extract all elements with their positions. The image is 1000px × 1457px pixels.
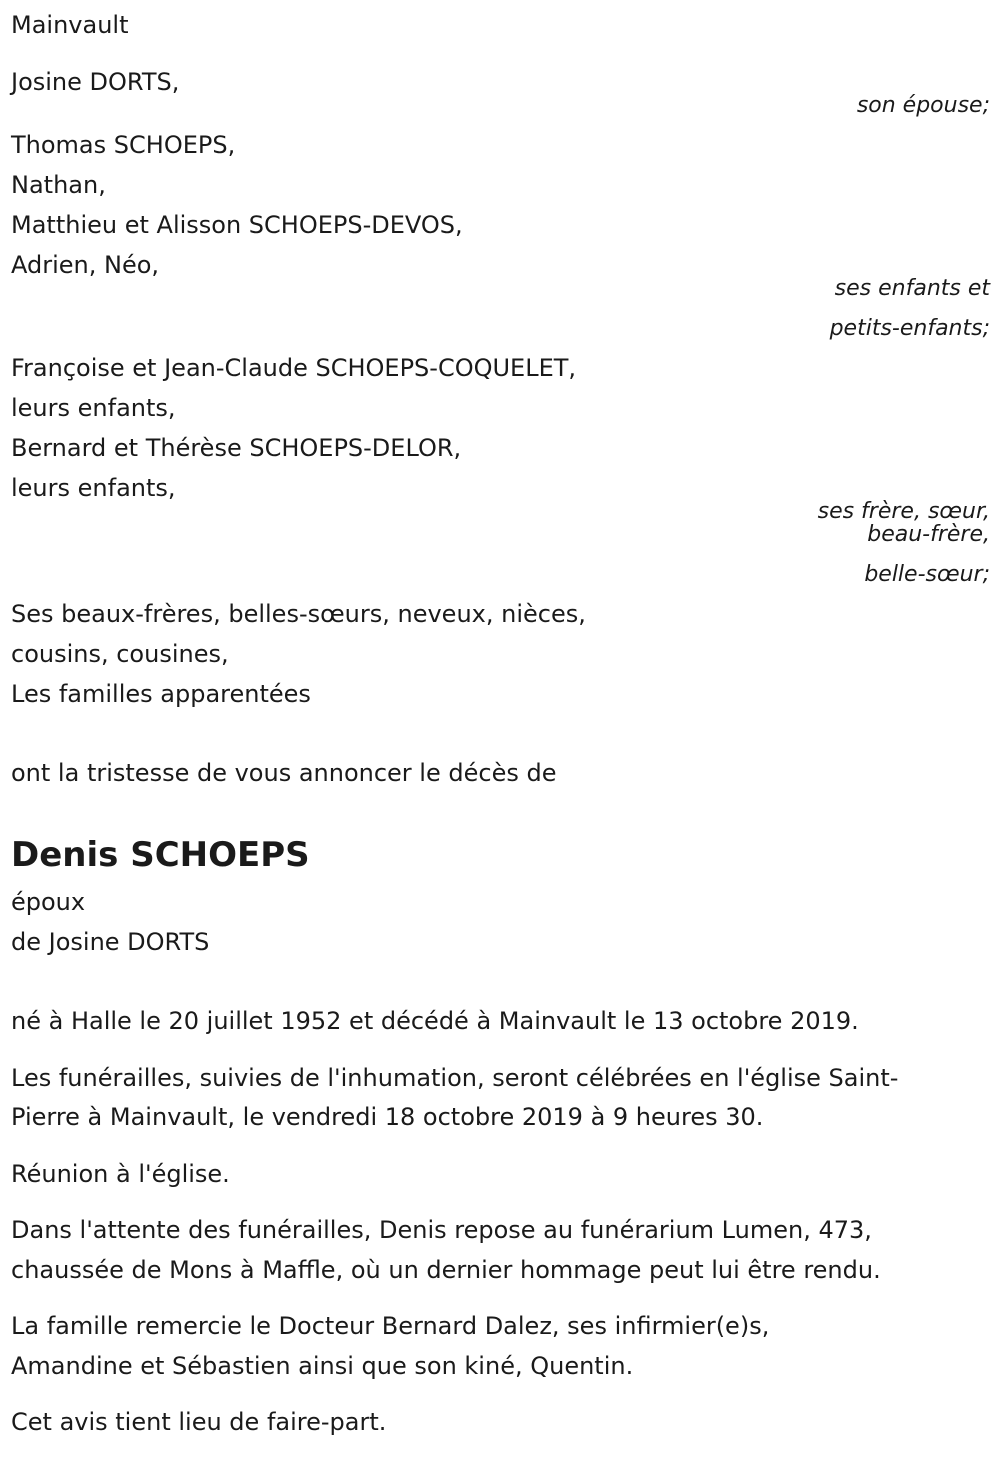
- place-header: Mainvault: [11, 11, 129, 39]
- family-line: Les familles apparentées: [11, 680, 311, 708]
- relation-label: son épouse;: [856, 93, 990, 118]
- deceased-spouse: de Josine DORTS: [11, 928, 210, 956]
- family-line: Françoise et Jean-Claude SCHOEPS-COQUELET,: [11, 354, 577, 382]
- relation-label: ses frère, sœur,: [817, 499, 990, 524]
- family-line: leurs enfants,: [11, 474, 176, 502]
- funerarium-paragraph: Dans l'attente des funérailles, Denis repose au funérarium Lumen, 473,: [11, 1216, 872, 1244]
- notice-paragraph: Cet avis tient lieu de faire-part.: [11, 1408, 387, 1436]
- funeral-paragraph: Pierre à Mainvault, le vendredi 18 octobre 2019 à 9 heures 30.: [11, 1103, 764, 1131]
- family-line: Bernard et Thérèse SCHOEPS-DELOR,: [11, 434, 462, 462]
- family-line: Ses beaux-frères, belles-sœurs, neveux, nièces,: [11, 600, 586, 628]
- thanks-paragraph: Amandine et Sébastien ainsi que son kiné, Quentin.: [11, 1352, 634, 1380]
- funeral-paragraph: Les funérailles, suivies de l'inhumation, seront célébrées en l'église Saint-: [11, 1064, 899, 1092]
- birth-death-paragraph: né à Halle le 20 juillet 1952 et décédé à Mainvault le 13 octobre 2019.: [11, 1007, 859, 1035]
- meeting-paragraph: Réunion à l'église.: [11, 1160, 230, 1188]
- deceased-name: Denis SCHOEPS: [11, 835, 310, 875]
- announcement: ont la tristesse de vous annoncer le décès de: [11, 759, 557, 787]
- family-line: Matthieu et Alisson SCHOEPS-DEVOS,: [11, 211, 463, 239]
- relation-label: petits-enfants;: [829, 316, 990, 341]
- thanks-paragraph: La famille remercie le Docteur Bernard Dalez, ses infirmier(e)s,: [11, 1312, 770, 1340]
- family-line: cousins, cousines,: [11, 640, 229, 668]
- family-line: Thomas SCHOEPS,: [11, 131, 236, 159]
- deceased-relation: époux: [11, 888, 86, 916]
- family-line: leurs enfants,: [11, 394, 176, 422]
- family-line: Adrien, Néo,: [11, 251, 160, 279]
- funerarium-paragraph: chaussée de Mons à Maffle, où un dernier hommage peut lui être rendu.: [11, 1256, 881, 1284]
- relation-label: belle-sœur;: [864, 562, 990, 587]
- relation-label: beau-frère,: [867, 522, 990, 547]
- family-line: Josine DORTS,: [11, 68, 180, 96]
- family-line: Nathan,: [11, 171, 106, 199]
- relation-label: ses enfants et: [834, 276, 990, 301]
